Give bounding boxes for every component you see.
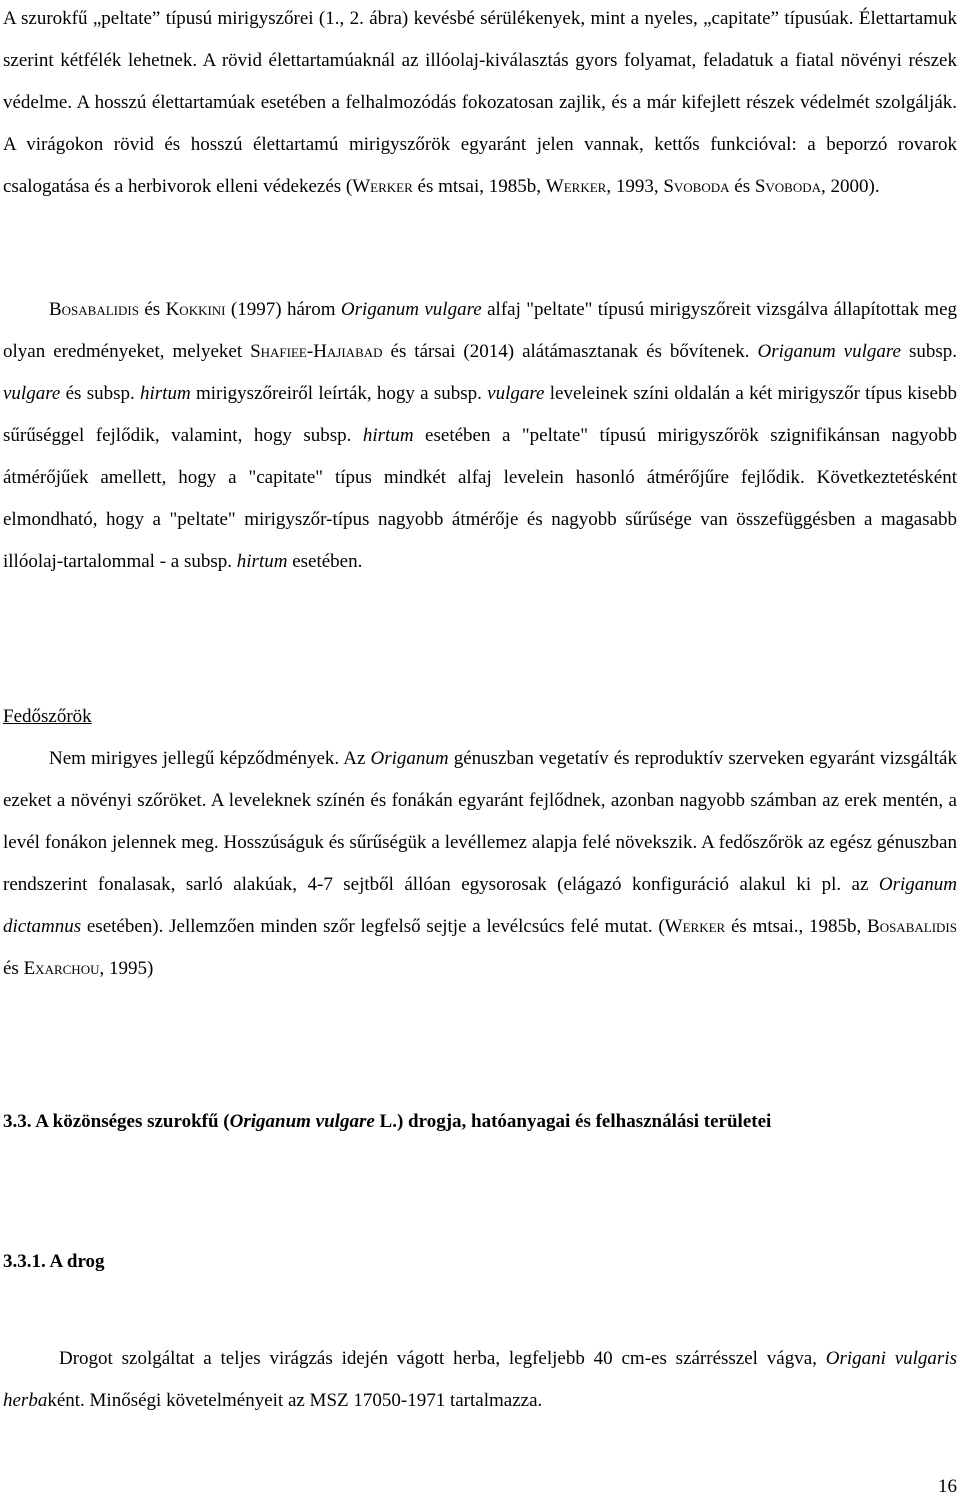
species-name: Origanum vulgare [340, 299, 482, 320]
author-name: Werker [545, 176, 607, 197]
section-heading-3-3-1: 3.3.1. A drog [3, 1251, 105, 1272]
species-name: Origanum dictamnus [3, 874, 957, 937]
author-name: Werker [352, 176, 413, 197]
species-name: Origanum [370, 748, 449, 769]
text-run: és [138, 299, 166, 320]
text-run: 3.3. A közönséges szurokfű ( [3, 1111, 230, 1132]
page-number: 16 [938, 1476, 957, 1497]
text-run: esetében). Jellemzően minden szőr legfelső sejtje a levélcsúcs felé mutat. ( [81, 916, 665, 937]
text-run: alfaj "peltate" típusú mirigyszőreit vizsgálva állapítottak meg olyan eredményeket, melyeket [3, 299, 958, 362]
text-run: esetében. [287, 551, 363, 572]
text-run: Nem mirigyes jellegű képződmények. Az [49, 748, 371, 769]
text-run: és mtsai., 1985b, [725, 916, 868, 937]
author-name: Svoboda [663, 176, 730, 197]
text-run: (1997) három [225, 299, 341, 320]
text-run: , 2000). [821, 176, 880, 197]
paragraph-bosabalidis [3, 289, 957, 583]
species-name: Origanum vulgare [229, 1111, 375, 1132]
text-run: génuszban vegetatív és reproduktív szerveken egyaránt vizsgálták ezeket a növényi szőröket. A leveleknek színén és fonákán egyaránt fejlődnek, azonban nagyobb számban az erek mentén, a levél fonákon jelennek meg. Hosszúságuk és sűrűségük a levéllemez alapja felé növekszik. A fedőszőrök az egész génuszban rendszerint fonalasak, sarló alakúak, 4-7 sejtből állóan egysorosak (elágazó konfiguráció alakul ki pl. az [3, 748, 957, 895]
author-name: Werker [664, 916, 726, 937]
species-name: Origanum vulgare [757, 341, 901, 362]
text-run: , 1995) [99, 958, 154, 979]
species-name: vulgare [3, 383, 61, 404]
section-heading-3-3 [3, 1101, 957, 1143]
text-run: L.) drogja, hatóanyagai és felhasználási területei [374, 1111, 772, 1132]
text-run: mirigyszőreiről leírták, hogy a subsp. [190, 383, 488, 404]
paragraph-covering-hairs [3, 738, 957, 990]
text-run: és társai (2014) alátámasztanak és bővítenek. [382, 341, 758, 362]
text-run: leveleinek színi oldalán a két mirigyszőr típus kisebb sűrűséggel fejlődik, valamint, hogy subsp. [3, 383, 957, 446]
species-name: hirtum [236, 551, 288, 572]
text-run: és mtsai, 1985b, [412, 176, 546, 197]
paragraph-drug [3, 1338, 957, 1422]
text-run: A szurokfű „peltate” típusú mirigyszőrei (1., 2. ábra) kevésbé sérülékenyek, mint a nyeles, „capitate” típusúak. Élettartamuk szerint kétfélék lehetnek. A rövid élettartamúaknál az illóolaj-kiválasztás gyors folyamat, feladatuk a fiatal növényi részek védelme. A hosszú élettartamúak esetében a felhalmozódás fokozatosan zajlik, és a már kifejlett részek védelmét szolgálják. A virágokon rövid és hosszú élettartamú mirigyszőrök egyaránt jelen vannak, kettős funkcióval: a beporzó rovarok csalogatása és a herbivorok elleni védekezés ( [3, 8, 957, 197]
text-run: subsp. [900, 341, 957, 362]
text-run: és subsp. [60, 383, 140, 404]
text-run: esetében a "peltate" típusú mirigyszőrök szignifikánsan nagyobb átmérőjűek amellett, hogy a "capitate" típus mindkét alfaj levelein hasonló átmérőjűre fejlődik. Következtetésként elmondható, hogy a "peltate" mirigyszőr-típus nagyobb átmérője és nagyobb sűrűsége van összefüggésben a magasabb illóolaj-tartalommal - a subsp. [3, 425, 957, 572]
text-run: és [729, 176, 755, 197]
text-run: ként. Minőségi követelményeit az MSZ 17050-1971 tartalmazza. [47, 1390, 543, 1411]
author-name: Bosabalidis [49, 299, 139, 320]
species-name: hirtum [140, 383, 191, 404]
text-run: Drogot szolgáltat a teljes virágzás idején vágott herba, legfeljebb 40 cm-es szárrésszel vágva, [59, 1348, 826, 1369]
paragraph-glandular-hairs [3, 0, 957, 208]
species-name: hirtum [362, 425, 414, 446]
author-name: Kokkini [165, 299, 226, 320]
text-run: és [3, 958, 24, 979]
author-name: Svoboda [754, 176, 822, 197]
section-heading-fedoszorok: Fedőszőrök [3, 706, 92, 727]
text-run: , 1993, [606, 176, 664, 197]
author-name: Bosabalidis [867, 916, 957, 937]
species-name: vulgare [487, 383, 545, 404]
author-name: Exarchou [23, 958, 100, 979]
author-name: Shafiee-Hajiabad [250, 341, 383, 362]
drug-name: Origani vulgaris herba [3, 1348, 957, 1411]
